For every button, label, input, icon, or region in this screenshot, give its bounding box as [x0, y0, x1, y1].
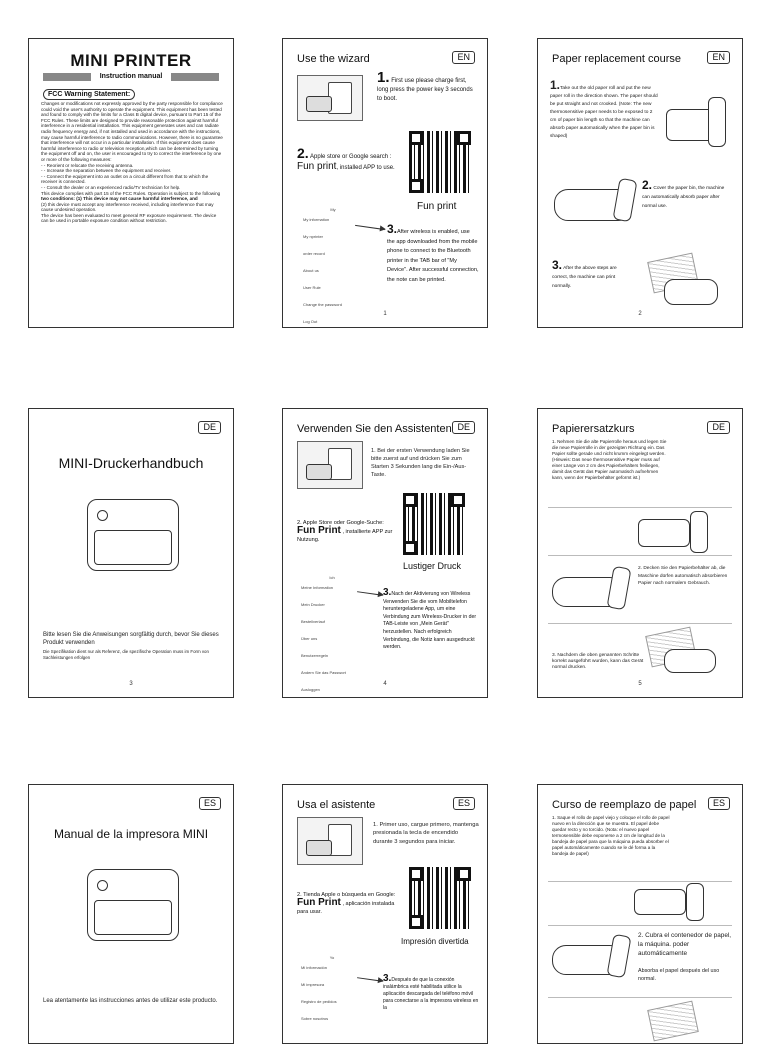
paper-roll-illustration [708, 97, 726, 147]
step-text: 2. Tienda Apple o búsqueda en Google: [297, 892, 396, 898]
step-2 [297, 145, 397, 173]
printer-phone-illustration [297, 441, 363, 489]
page-number: 2 [638, 311, 642, 317]
menu-item: Bestellverlauf [301, 619, 326, 624]
qr-code-icon [409, 131, 471, 193]
spec-note: Die Spezifikation dient nur als Referenz, die spezifische Operation muss im Form von Sachleistungen erfolgen [43, 649, 209, 660]
app-menu-illustration [303, 207, 363, 328]
menu-item: Ausloggen [301, 687, 320, 692]
printer-phone-illustration [297, 75, 363, 121]
step-text: Apple store or Google search : [310, 154, 392, 160]
paper-roll-illustration [638, 519, 690, 547]
step-text: Nach der Aktivierung von Wireless Verwenden Sie die vom Mobiltelefon heruntergeladene App, um eine Verbindung zum Wireless-Drucker in der TAB-Leiste von „Mein Gerät" herzustellen. Nach erfolgreich Verbindung, die Notiz kann ausgedruckt werden. [383, 591, 477, 651]
page-title: Papierersatzkurs [552, 423, 635, 435]
menu-item: Mein Drucker [301, 602, 325, 607]
step-text: After the above steps are correct, the machine can print normally. [552, 266, 617, 289]
divider [548, 555, 732, 556]
printer-illustration [87, 869, 179, 941]
fcc-heading: FCC Warning Statement: [43, 89, 135, 100]
menu-item: Ändern Sie das Passwort [301, 670, 346, 675]
step-2 [297, 891, 405, 916]
step-text: , aplicación instalada para usar. [297, 901, 395, 915]
step-3 [383, 589, 479, 652]
printer-lid-illustration [606, 934, 631, 978]
language-badge: ES [199, 797, 221, 810]
page-title: Usa el asistente [297, 799, 376, 811]
manual-page-3 [537, 38, 743, 328]
step-number: 2. [642, 178, 653, 192]
menu-item: Mi información [301, 965, 328, 970]
divider [548, 623, 732, 624]
manual-page-6 [537, 408, 743, 698]
qr-code-icon [409, 867, 471, 929]
printed-paper-illustration [647, 1001, 699, 1042]
fcc-text [41, 101, 223, 224]
fcc-measure: - - Reorient or relocate the receiving antenna. [41, 162, 134, 168]
menu-header: Ich [329, 575, 335, 580]
paper-roll-illustration [690, 511, 708, 553]
language-badge: ES [708, 797, 730, 810]
step-text: , installierte APP zur Nutzung. [297, 529, 393, 543]
app-name: Fun Print [297, 897, 341, 908]
step-3 [383, 975, 479, 1012]
step-text: After wireless is enabled, use the app downloaded from the mobile phone to connect to the Bluetooth printer in the TAB bar of "My Device". After successful connection, the note can be printed. [387, 229, 479, 283]
step-text: Take out the old paper roll and put the new paper roll in the direction shown. The paper should be put straight and not crooked. (Note: The new thermosensitive paper needs to be exposed to 2 cm of paper bin length so that the machine can absorb paper automatically when the paper bin is shaped) [550, 86, 658, 139]
manual-page-5 [282, 408, 488, 698]
menu-item: Über uns [301, 636, 318, 641]
qr-caption: Lustiger Druck [403, 561, 462, 571]
printer-illustration [87, 499, 179, 571]
qr-caption: Impresión divertida [401, 937, 469, 946]
language-badge: DE [452, 421, 475, 434]
step-3 [552, 258, 634, 291]
page-title: Curso de reemplazo de papel [552, 799, 697, 811]
page-title: Manual de la impresora MINI [53, 827, 209, 841]
app-menu-illustration [301, 955, 363, 1033]
app-menu-illustration [301, 575, 363, 698]
menu-item: Log Out [303, 319, 318, 324]
menu-header: Yo [329, 955, 335, 960]
menu-item: User Rule [303, 285, 321, 290]
divider [548, 997, 732, 998]
menu-header: My [330, 207, 336, 212]
divider [548, 881, 732, 882]
printer-closed-illustration [664, 279, 718, 305]
step-1: 1. Saque el rollo de papel viejo y coloque el rollo de papel nuevo en la dirección que se muestra. El papel debe quedar recto y no torcido. (Nota: el nuevo papel termosensible debe exponerse a 2 cm de longitud de la bandeja de papel para que la máquina pueda absorber el papel automáticamente cuando se le dé forma a la bandeja de papel) [552, 815, 670, 856]
step-1: 1. Primer uso, cargue primero, mantenga presionada la tecla de encendido durante 3 segundos para iniciar. [373, 822, 479, 845]
fcc-compliance: This device complies with part 15 of the FCC Rules. Operation is subject to the following [41, 190, 221, 196]
fcc-rf: The device has been evaluated to meet general RF exposure requirement. The device can be used in portable exposure condition without restriction. [41, 212, 217, 224]
page-title: MINI PRINTER [70, 51, 192, 70]
step-3: 3. Nachdem die oben genannten Schritte korrekt ausgeführt wurden, kann das Gerät normal drucken. [552, 653, 644, 670]
fcc-condition-2: (2) this device must accept any interference received, including interference that may cause undesired operation. [41, 201, 214, 213]
step-2: 2. Cubra el contenedor de papel, la máquina. poder automáticamente [638, 932, 732, 957]
read-instructions: Lea atentamente las instrucciones antes de utilizar este producto. [43, 998, 218, 1004]
divider [548, 507, 732, 508]
menu-item: Meine Information [301, 585, 334, 590]
step-1: 1. Bei der ersten Verwendung laden Sie bitte zuerst auf und drücken Sie zum Starten 3 Sekunden lang die Ein-/Aus-Taste. [371, 448, 470, 478]
step-text: , installed APP to use. [336, 165, 395, 171]
manual-page-8 [282, 784, 488, 1044]
language-badge: DE [707, 421, 730, 434]
page-title: Paper replacement course [552, 53, 682, 65]
printer-lid-illustration [612, 178, 637, 222]
step-number: 3. [552, 258, 563, 272]
page-subtitle: Instruction manual [91, 73, 171, 81]
menu-item: My information [303, 217, 330, 222]
step-text: 2. Apple Store oder Google-Suche: [297, 520, 384, 526]
paper-roll-illustration [634, 889, 686, 915]
menu-item: order record [303, 251, 325, 256]
subtitle-bar [43, 73, 219, 81]
page-number: 1 [383, 311, 387, 317]
fcc-measure: - - Consult the dealer or an experienced radio/TV technician for help. [41, 184, 181, 190]
app-name: Fun Print [297, 525, 341, 536]
page-number: 3 [129, 681, 133, 687]
menu-item: My nprinter [303, 234, 324, 239]
language-badge: EN [452, 51, 475, 64]
fcc-conditions: two conditions: (1) This device may not cause harmful interference, and [41, 196, 198, 202]
qr-caption: Fun print [417, 201, 457, 212]
page-number: 4 [383, 681, 387, 687]
manual-page-1 [28, 38, 234, 328]
menu-item: Sobre nosotros [301, 1016, 329, 1021]
fcc-measure: - - Connect the equipment into an outlet on a circuit different from that to which the receiver is connected. [41, 173, 209, 185]
step-text: First use please charge first, long press the power key 3 seconds to boot. [377, 78, 473, 102]
fcc-body: Changes or modifications not expressly approved by the party responsible for compliance could void the user's authority to operate the equipment. This equipment has been tested and found to comply with the limits for a Class B digital device, pursuant to Part 15 of the FCC Rules. These limits are designed to provide reasonable protection against harmful interference in a residential installation. This equipment generates uses and can radiate radio frequency energy and, if not installed and used in accordance with the instructions, may cause harmful interference to radio communications. However, there is no guarantee that interference will not occur in a particular installation. If this equipment does cause harmful interference to radio or television reception,which can be determined by turning the equipment off and on, the user is encouraged to try to correct the interference by one or more of the following measures: [41, 101, 223, 162]
step-number: 3. [383, 587, 392, 598]
fcc-measure: - - Increase the separation between the equipment and receiver. [41, 168, 172, 174]
step-2-note: Absorba el papel después del uso normal. [638, 968, 720, 982]
step-number: 3. [383, 973, 392, 984]
step-3 [387, 222, 479, 286]
menu-item: Registro de pedidos [301, 999, 337, 1004]
read-instructions: Bitte lesen Sie die Anweisungen sorgfältig durch, bevor Sie dieses Produkt verwenden [43, 632, 219, 646]
manual-page-2 [282, 38, 488, 328]
language-badge: DE [198, 421, 221, 434]
language-badge: EN [707, 51, 730, 64]
menu-item: Mi impresora [301, 982, 325, 987]
app-name: Fun print [297, 161, 337, 172]
printer-lid-illustration [606, 566, 631, 610]
page-title: Use the wizard [297, 53, 370, 65]
manual-page-7 [28, 784, 234, 1044]
menu-item: Benutzerregeln [301, 653, 329, 658]
page-title: Verwenden Sie den Assistenten [297, 423, 452, 435]
step-2: 2. Decken Sie den Papierbehälter ab, die Maschine dürfen automatisch absorbieren Papier nach normalem Gebrauch. [638, 566, 728, 587]
qr-code-icon [403, 493, 465, 555]
step-number: 3. [387, 222, 398, 236]
printer-phone-illustration [297, 817, 363, 865]
step-1: 1. Nehmen Sie die alte Papierrolle heraus und legen Sie die neue Papierrolle in der gezeigten Richtung ein. Das Papier sollte gerade und nicht krumm eingelegt werden. (Hinweis: Das neue thermosensitive Papier muss auf einer Länge von 2 cm des Papierbehälters freiliegen, damit das Gerät das Papier automatisch aufnehmen kann, wenn der Papierbehälter geformt ist.) [552, 439, 667, 480]
paper-roll-illustration [686, 883, 704, 921]
step-text: Cover the paper bin, the machine can automatically absorb paper after normal use. [642, 186, 725, 209]
step-number: 1. [550, 78, 561, 92]
step-number: 2. [297, 145, 309, 161]
menu-item: About us [303, 268, 319, 273]
divider [548, 925, 732, 926]
language-badge: ES [453, 797, 475, 810]
manual-page-9 [537, 784, 743, 1044]
page-title: MINI-Druckerhandbuch [58, 455, 204, 471]
page-number: 5 [638, 681, 642, 687]
menu-item: Change the password [303, 302, 342, 307]
manual-page-4 [28, 408, 234, 698]
step-1 [377, 69, 477, 104]
step-text: Después de que la conexión inalámbrica esté habilitada utilice la aplicación descargada del teléfono móvil para conectarse a la impresora wireless en la [383, 977, 479, 1011]
step-number: 1. [377, 69, 390, 86]
printer-closed-illustration [664, 649, 716, 673]
step-2 [297, 519, 401, 544]
step-2 [642, 178, 732, 211]
step-1 [550, 78, 658, 141]
